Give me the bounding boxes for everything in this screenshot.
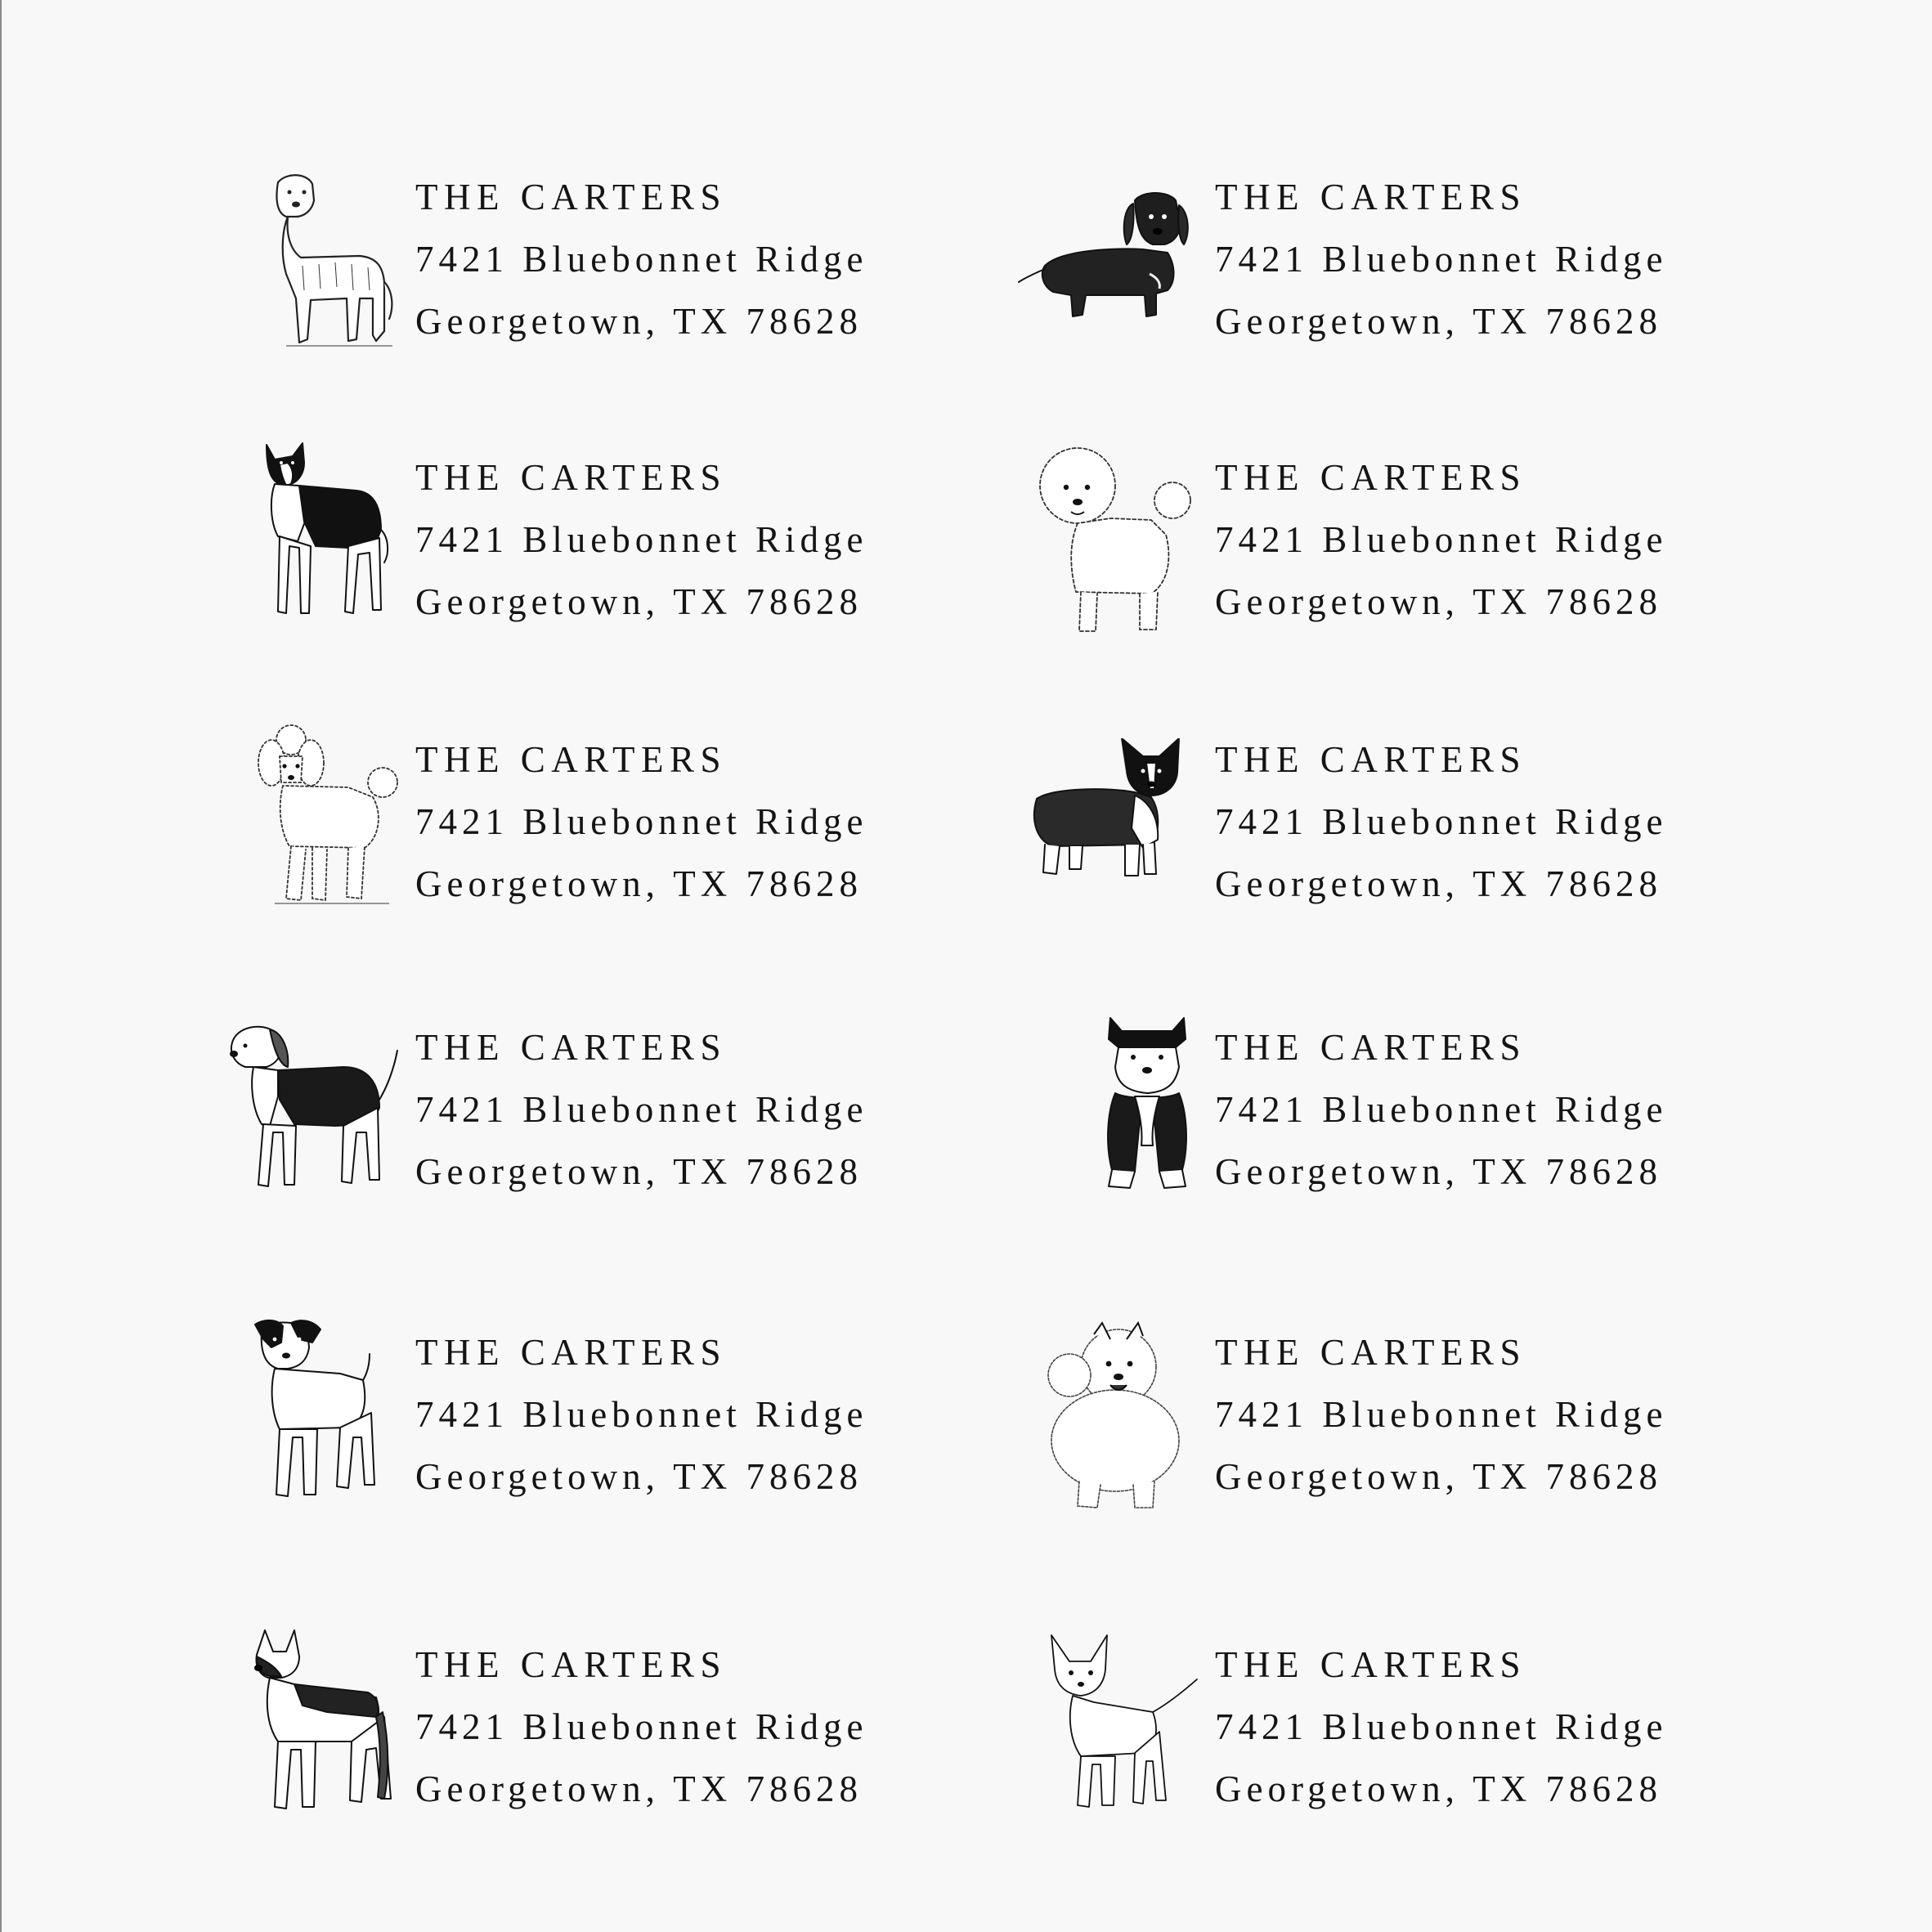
recipient-name: THE CARTERS: [1215, 1644, 1527, 1685]
pomeranian-icon: [1037, 1318, 1192, 1514]
recipient-name: THE CARTERS: [1215, 457, 1527, 498]
recipient-name: THE CARTERS: [415, 739, 728, 780]
schnauzer-icon: [1094, 1015, 1200, 1195]
city-state-zip: Georgetown, TX 78628: [1215, 1456, 1663, 1497]
address-label: [1061, 440, 1797, 652]
street-address: 7421 Bluebonnet Ridge: [415, 801, 868, 842]
street-address: 7421 Bluebonnet Ridge: [1215, 801, 1668, 842]
address-label: [262, 722, 997, 935]
address-label: [1061, 722, 1797, 935]
labrador-retriever-icon: [253, 168, 409, 364]
address-label: [1061, 168, 1797, 380]
street-address: 7421 Bluebonnet Ridge: [1215, 1394, 1668, 1435]
address-label: [262, 1010, 997, 1222]
city-state-zip: Georgetown, TX 78628: [1215, 301, 1663, 342]
dachshund-icon: [1012, 184, 1208, 347]
recipient-name: THE CARTERS: [415, 1332, 728, 1373]
recipient-name: THE CARTERS: [415, 1644, 728, 1685]
recipient-name: THE CARTERS: [1215, 1332, 1527, 1373]
city-state-zip: Georgetown, TX 78628: [415, 863, 863, 904]
street-address: 7421 Bluebonnet Ridge: [1215, 1089, 1668, 1130]
recipient-name: THE CARTERS: [415, 1027, 728, 1068]
corgi-icon: [1020, 738, 1192, 902]
jack-russell-terrier-icon: [242, 1315, 406, 1511]
poodle-icon: [250, 724, 406, 920]
recipient-name: THE CARTERS: [1215, 1027, 1527, 1068]
city-state-zip: Georgetown, TX 78628: [415, 1151, 863, 1192]
german-shepherd-icon: [245, 1627, 401, 1823]
address-label: [262, 168, 997, 380]
street-address: 7421 Bluebonnet Ridge: [415, 519, 868, 560]
city-state-zip: Georgetown, TX 78628: [415, 301, 863, 342]
address-label: [1061, 1627, 1797, 1840]
city-state-zip: Georgetown, TX 78628: [1215, 1151, 1663, 1192]
address-label: [1061, 1315, 1797, 1527]
city-state-zip: Georgetown, TX 78628: [1215, 581, 1663, 622]
street-address: 7421 Bluebonnet Ridge: [1215, 239, 1668, 280]
address-label: [262, 1627, 997, 1840]
border-collie-icon: [250, 440, 406, 636]
city-state-zip: Georgetown, TX 78628: [415, 1768, 863, 1809]
city-state-zip: Georgetown, TX 78628: [1215, 1768, 1663, 1809]
street-address: 7421 Bluebonnet Ridge: [415, 1394, 868, 1435]
city-state-zip: Georgetown, TX 78628: [1215, 863, 1663, 904]
beagle-icon: [221, 1018, 409, 1198]
street-address: 7421 Bluebonnet Ridge: [415, 1706, 868, 1747]
address-label: [262, 1315, 997, 1527]
street-address: 7421 Bluebonnet Ridge: [415, 239, 868, 280]
address-label: [262, 440, 997, 652]
bichon-frise-icon: [1029, 445, 1200, 641]
city-state-zip: Georgetown, TX 78628: [415, 1456, 863, 1497]
street-address: 7421 Bluebonnet Ridge: [1215, 1706, 1668, 1747]
street-address: 7421 Bluebonnet Ridge: [415, 1089, 868, 1130]
recipient-name: THE CARTERS: [415, 177, 728, 217]
city-state-zip: Georgetown, TX 78628: [415, 581, 863, 622]
recipient-name: THE CARTERS: [1215, 739, 1527, 780]
recipient-name: THE CARTERS: [1215, 177, 1527, 217]
recipient-name: THE CARTERS: [415, 457, 728, 498]
chihuahua-icon: [1045, 1634, 1200, 1822]
address-label: [1061, 1010, 1797, 1222]
street-address: 7421 Bluebonnet Ridge: [1215, 519, 1668, 560]
